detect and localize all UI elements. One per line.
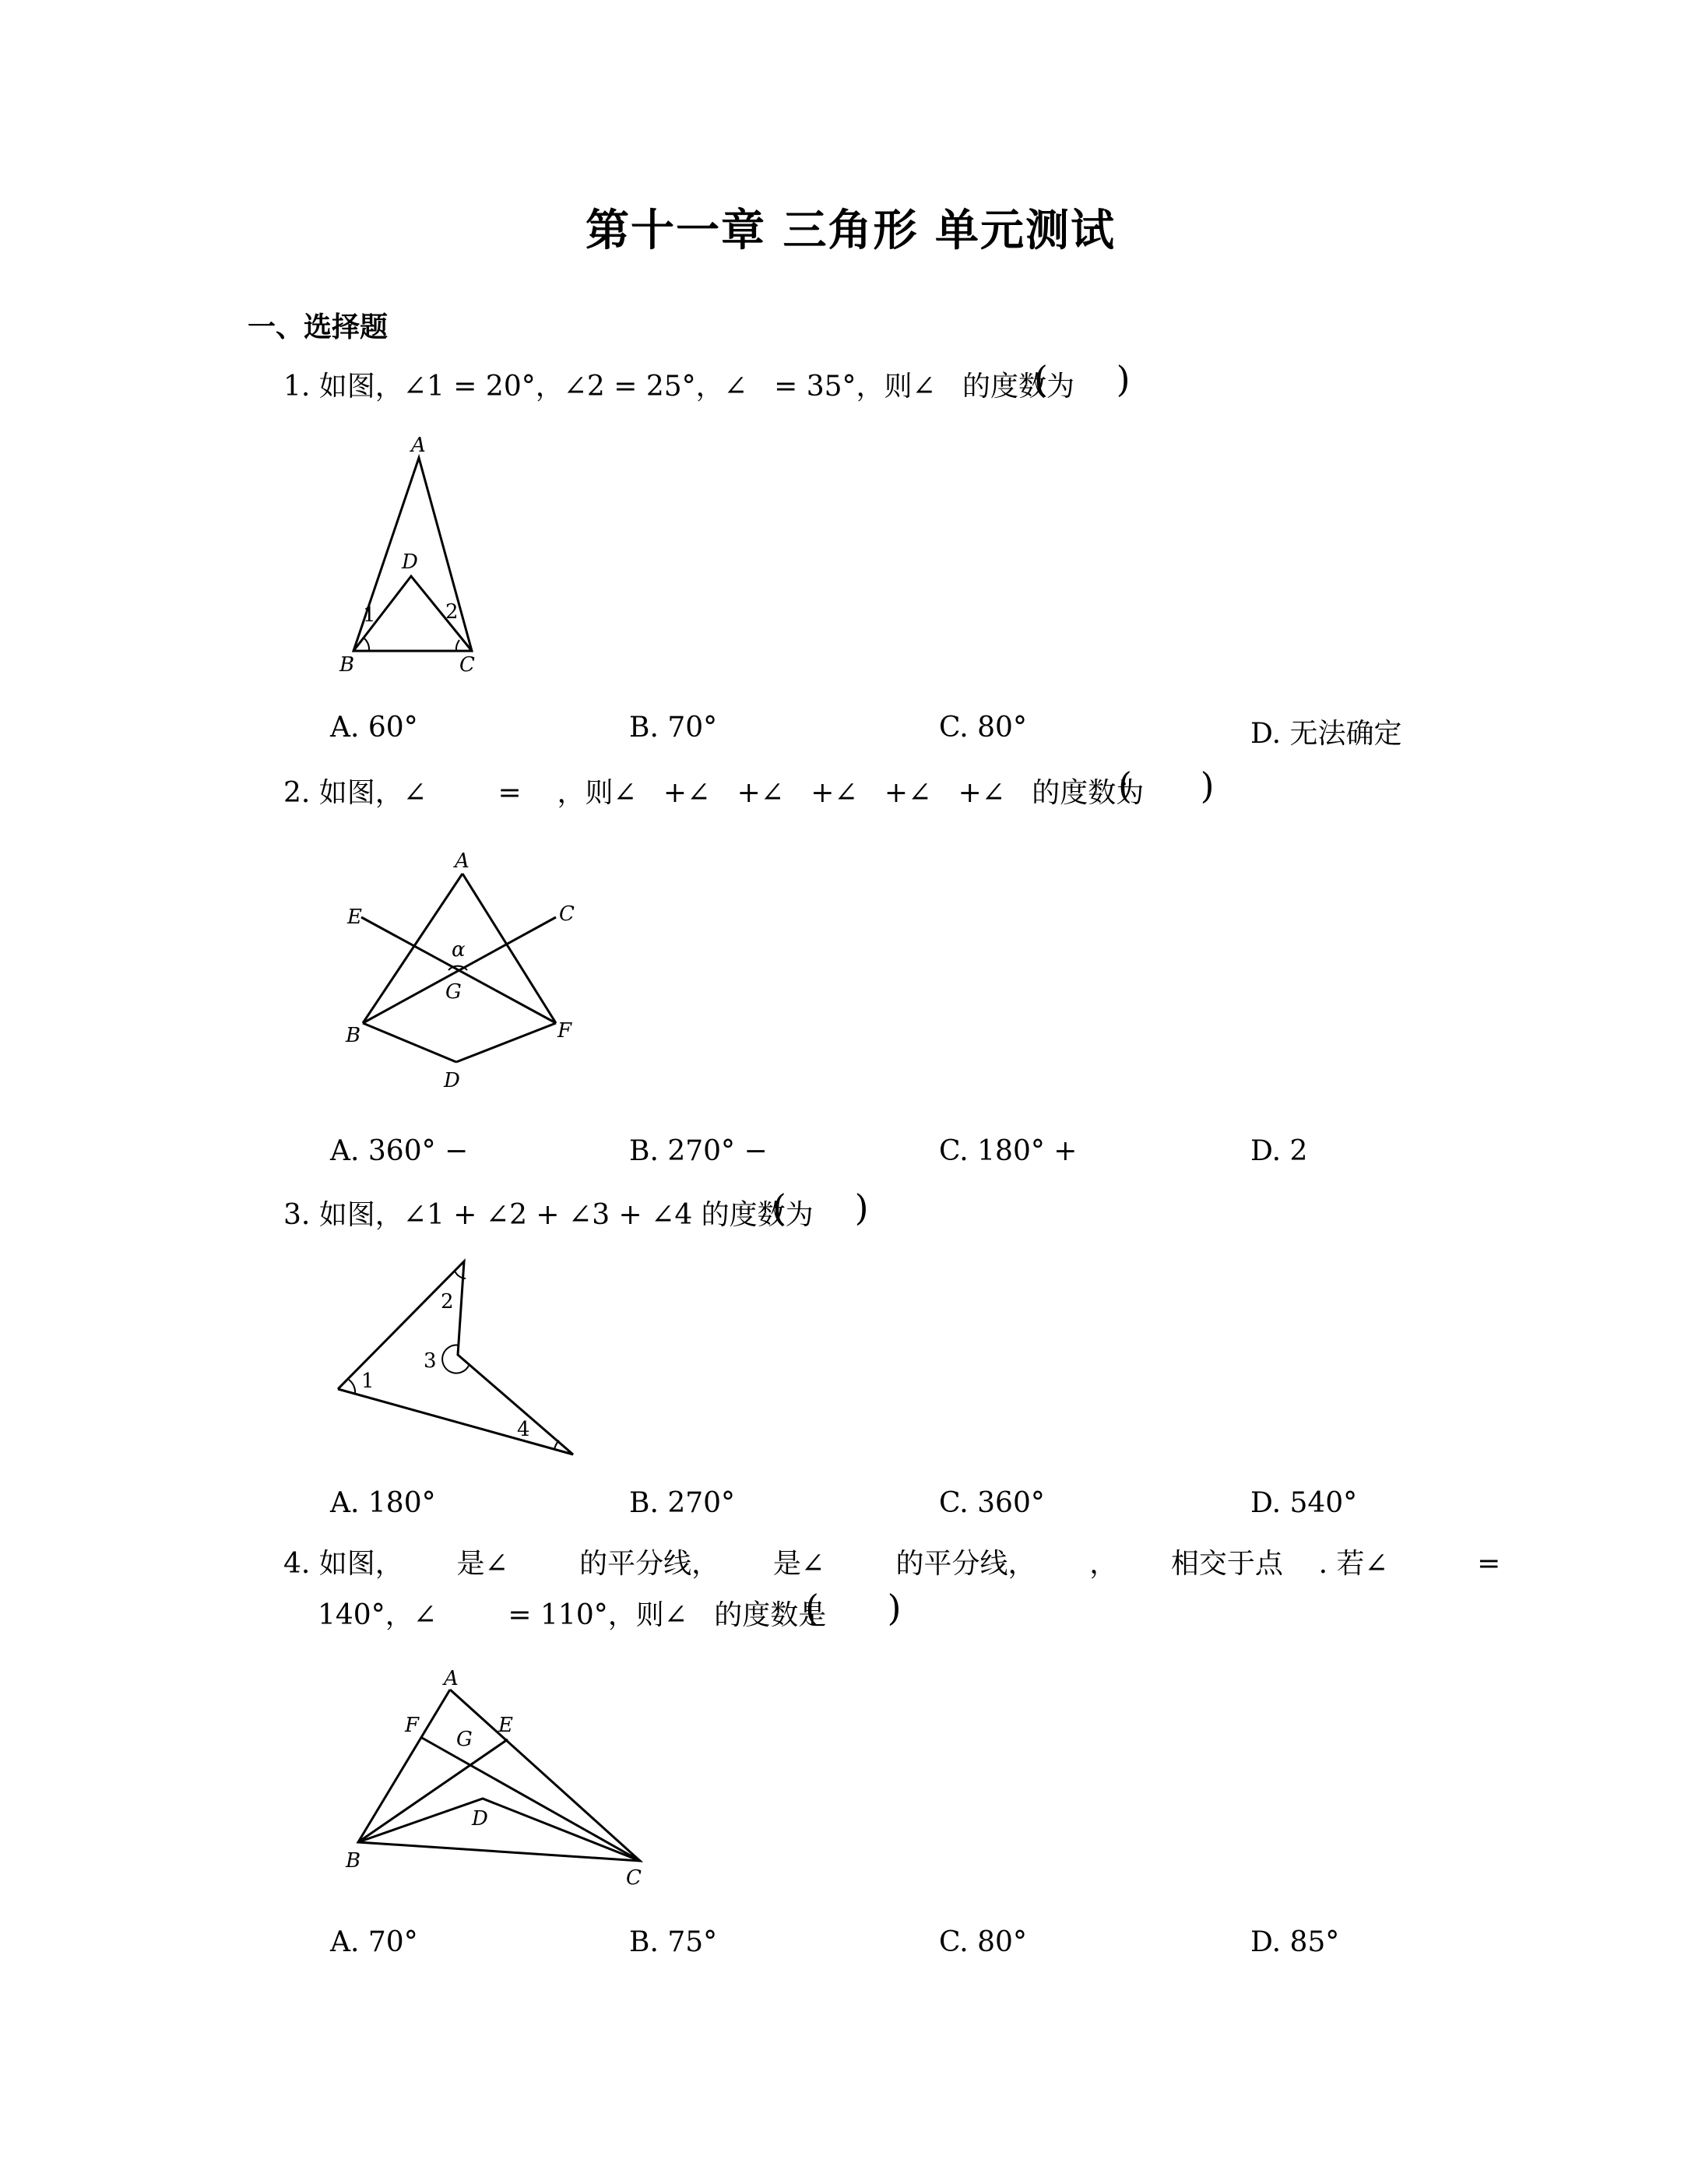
q4-option-b[interactable]: B. 75° [629, 1926, 718, 1958]
question-4-figure [335, 1662, 662, 1895]
q1-label-1: 1 [363, 603, 376, 627]
q4-option-c[interactable]: C. 80° [939, 1926, 1027, 1958]
q3-option-a[interactable]: A. 180° [330, 1487, 436, 1519]
q1-label-d: D [402, 550, 418, 574]
question-2-answer-blank: ( ) [1118, 765, 1215, 807]
q1-option-a[interactable]: A. 60° [330, 712, 418, 744]
question-3-stem: 3. 如图，∠1 + ∠2 + ∠3 + ∠4 的度数为 [283, 1199, 814, 1231]
question-4-stem-line1: 4. 如图， 是∠ 的平分线， 是∠ 的平分线， ， 相交于点 . 若∠ = [283, 1548, 1501, 1580]
q3-label-2: 2 [441, 1290, 454, 1314]
q4-label-f: F [405, 1714, 420, 1737]
question-2-stem: 2. 如图，∠ = ，则∠ +∠ +∠ +∠ +∠ +∠ 的度数为 [283, 777, 1145, 809]
section-heading: 一、选择题 [248, 311, 389, 343]
q2-label-a: A [455, 849, 469, 873]
question-3-figure [327, 1250, 576, 1468]
q2-label-c: C [559, 902, 575, 926]
q1-option-b[interactable]: B. 70° [629, 712, 718, 744]
q3-label-4: 4 [517, 1418, 530, 1441]
q2-option-b[interactable]: B. 270° − [629, 1135, 768, 1167]
question-1-figure [327, 428, 514, 677]
question-1-answer-blank: ( ) [1034, 358, 1131, 400]
q1-option-c[interactable]: C. 80° [939, 712, 1027, 744]
q4-option-d[interactable]: D. 85° [1250, 1926, 1340, 1958]
question-3-answer-blank: ( ) [772, 1187, 869, 1229]
q1-option-d[interactable]: D. 无法确定 [1250, 718, 1402, 750]
q1-label-2: 2 [445, 600, 459, 624]
q2-label-alpha: α [452, 938, 466, 962]
q1-label-b: B [339, 653, 355, 677]
q2-label-f: F [557, 1019, 572, 1043]
q4-label-d: D [472, 1807, 488, 1831]
question-1-stem: 1. 如图，∠1 = 20°，∠2 = 25°，∠ = 35°，则∠ 的度数为 [283, 371, 1075, 403]
q4-label-a: A [444, 1667, 459, 1690]
question-4-answer-blank: ( ) [805, 1587, 902, 1629]
q1-label-c: C [459, 653, 475, 677]
q2-label-d: D [444, 1069, 460, 1092]
q2-option-c[interactable]: C. 180° + [939, 1135, 1078, 1167]
q2-label-b: B [346, 1024, 361, 1047]
q4-label-e: E [498, 1714, 513, 1737]
q3-option-c[interactable]: C. 360° [939, 1487, 1045, 1519]
question-2-figure [327, 842, 592, 1099]
q3-option-d[interactable]: D. 540° [1250, 1487, 1358, 1519]
q2-label-e: E [347, 906, 362, 929]
q2-label-g: G [445, 980, 462, 1004]
q3-label-3: 3 [424, 1349, 437, 1373]
q4-label-b: B [346, 1849, 361, 1873]
q3-label-1: 1 [361, 1370, 375, 1393]
q4-option-a[interactable]: A. 70° [330, 1926, 418, 1958]
q2-option-a[interactable]: A. 360° − [330, 1135, 469, 1167]
q4-label-g: G [456, 1728, 473, 1751]
q4-label-c: C [626, 1866, 642, 1890]
question-4-stem-line2: 140°，∠ = 110°，则∠ 的度数是 [318, 1599, 827, 1631]
page-title: 第十一章 三角形 单元测试 [586, 205, 1116, 256]
q3-option-b[interactable]: B. 270° [629, 1487, 736, 1519]
q2-option-d[interactable]: D. 2 [1250, 1135, 1308, 1167]
q1-label-a: A [411, 434, 426, 457]
